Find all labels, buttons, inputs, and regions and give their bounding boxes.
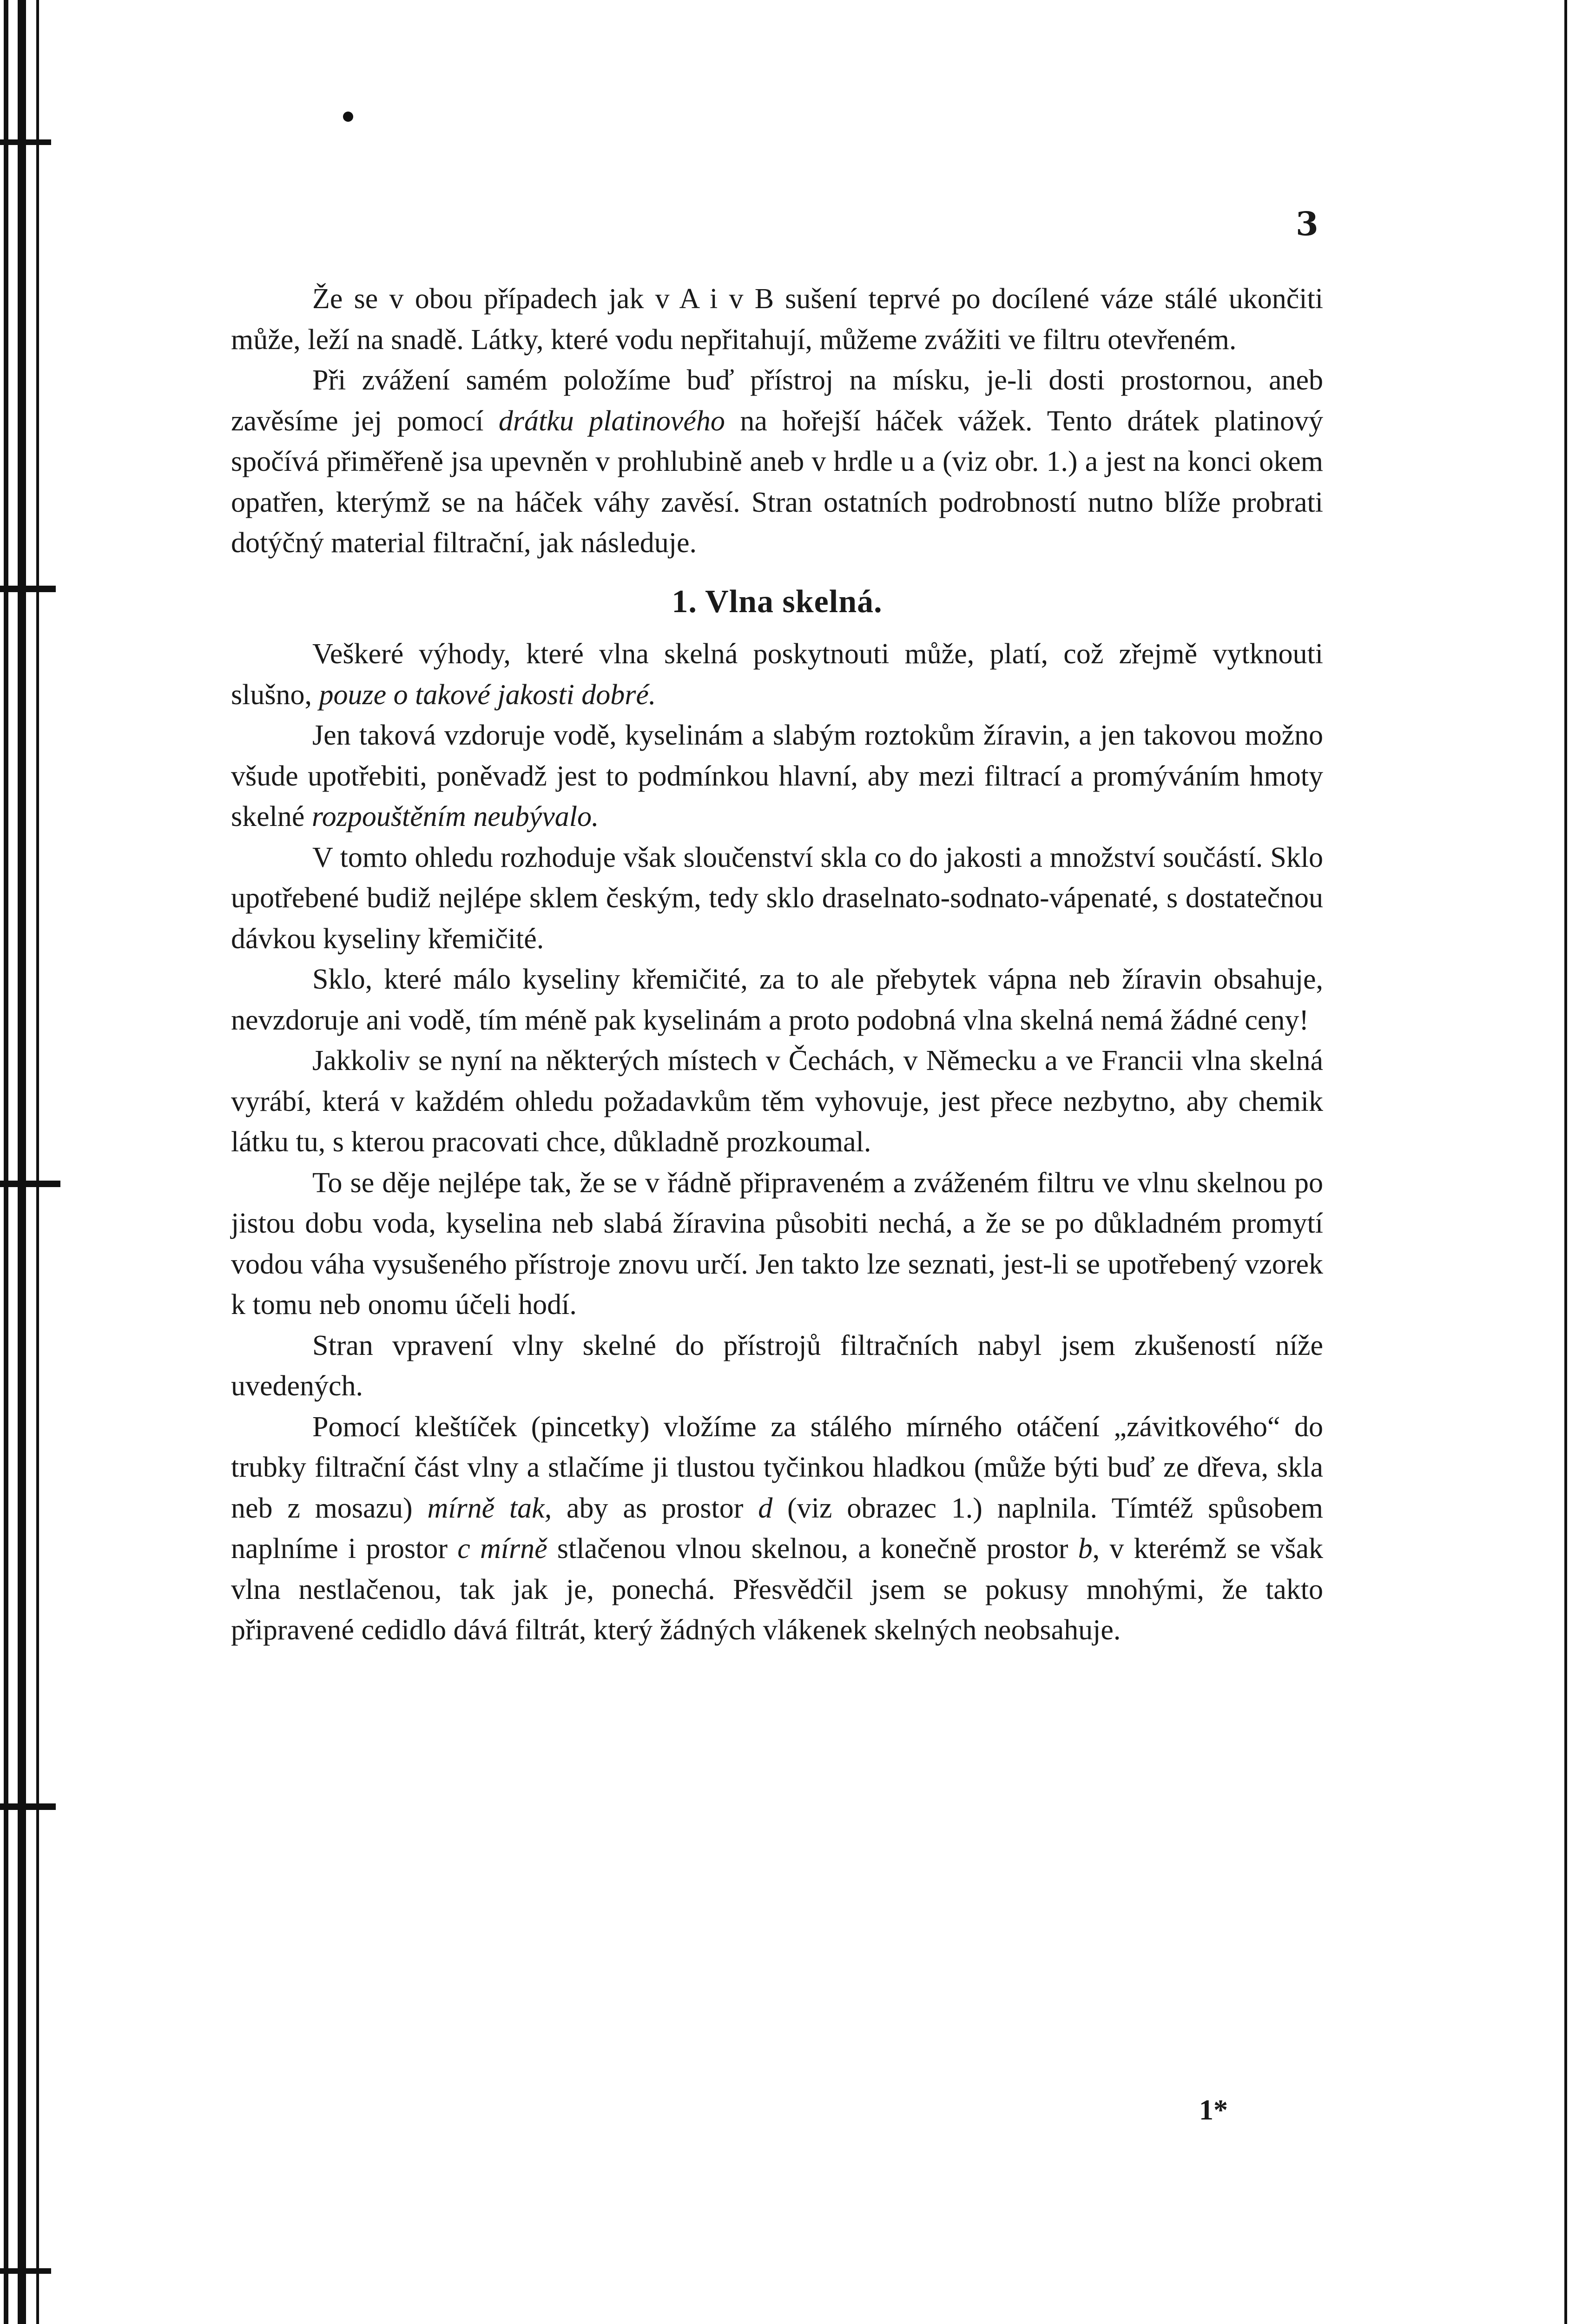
italic-run: rozpouštěním neubývalo. [311,801,599,832]
italic-run: b [1078,1533,1093,1565]
signature-mark: 1* [1199,2094,1228,2126]
text-run: Veškeré výhody, které vlna skelná poskytnouti může, platí, což zřejmě vytknouti slušno, [231,638,1323,711]
section-heading: 1. Vlna skelná. [672,583,883,620]
paragraph-3 [231,634,1323,715]
page-number: 3 [1296,205,1318,243]
paragraph-4 [231,715,1323,838]
text-run: stlačenou vlnou skelnou, a konečně prostor [547,1533,1078,1565]
italic-run: c [457,1533,470,1565]
text-run: Jen taková vzdoruje vodě, kyselinám a slabým roztokům žíravin, a jen takovou možno všude upotřebiti, poněvadž jest to podmínkou hlavní, aby mezi filtrací a promýváním hmoty skelné [231,720,1323,832]
paragraph-9: Stran vpravení vlny skelné do přístrojů filtračních nabyl jsem zkušeností níže uvedených. [231,1329,1323,1402]
text-run: , v kterémž se však vlna nestlačenou, tak jak je, ponechá. Přesvědčil jsem se pokusy mnohými, že takto připravené cedidlo dává filtrát, který žádných vlákenek skelných neobsahuje. [231,1533,1324,1646]
paragraph-7: Jakkoliv se nyní na některých místech v Čechách, v Německu a ve Francii vlna skelná vyrábí, která v každém ohledu požadavkům těm vyhovuje, jest přece nezbytno, aby chemik látku tu, s kterou pracovati chce, důkladně prozkoumal. [231,1045,1323,1158]
text-body [231,279,1323,1651]
text-run: Pomocí kleštíček (pincetky) vložíme za stálého mírného otáčení „závitkového“ do trubky filtrační část vlny a stlačíme ji tlustou tyčinkou hladkou (může býti buď ze dřeva, skla neb z mosazu) [231,1411,1323,1524]
scan-edge-left [0,0,65,2324]
paragraph-2 [231,360,1323,564]
italic-run: pouze o takové jakosti dobré. [319,679,656,711]
italic-run: mírně [480,1533,547,1565]
paragraph-5: V tomto ohledu rozhoduje však sloučenství skla co do jakosti a množství součástí. Sklo upotřebené budiž nejlépe sklem českým, tedy sklo draselnato-sodnato-vápenaté, s dostatečnou dávkou kyseliny křemičité. [231,841,1323,955]
text-run: na hořejší háček vážek. Tento drátek platinový spočívá přiměřeně jsa upevněn v prohlubině aneb v hrdle u a (viz obr. 1.) a jest na konci okem opatřen, kterýmž se na háček váhy zavěsí. Stran ostatních podrobností nutno blíže probrati dotýčný material filtrační, jak následuje. [231,405,1323,559]
text-run: aby as prostor [552,1492,758,1524]
paragraph-10 [231,1407,1323,1651]
italic-run: d [758,1492,773,1524]
paragraph-1: Že se v obou případech jak v A i v B sušení teprvé po docílené váze stálé ukončiti může, leží na snadě. Látky, které vodu nepřitahují, můžeme zvážiti ve filtru otevřeném. [231,283,1323,356]
text-run: (viz obrazec 1.) naplnila. Tímtéž spůsobem naplníme i prostor [231,1492,1324,1565]
paragraph-6: Sklo, které málo kyseliny křemičité, za to ale přebytek vápna neb žíravin obsahuje, nevzdoruje ani vodě, tím méně pak kyselinám a proto podobná vlna skelná nemá žádné ceny! [231,964,1323,1036]
text-run [470,1533,480,1565]
scan-edge-right [1550,0,1569,2324]
italic-run: drátku platinového [498,405,725,437]
text-run: Při zvážení samém položíme buď přístroj na mísku, je-li dosti prostornou, aneb zavěsíme jej pomocí [231,364,1323,437]
ink-speck [343,112,353,122]
paragraph-8: To se děje nejlépe tak, že se v řádně připraveném a zváženém filtru ve vlnu skelnou po jistou dobu voda, kyselina neb slabá žíravina působiti nechá, a že se po důkladném promytí vodou váha vysušeného přístroje znovu určí. Jen takto lze seznati, jest-li se upotřebený vzorek k tomu neb onomu účeli hodí. [231,1167,1323,1320]
italic-run: mírně tak, [427,1492,552,1524]
